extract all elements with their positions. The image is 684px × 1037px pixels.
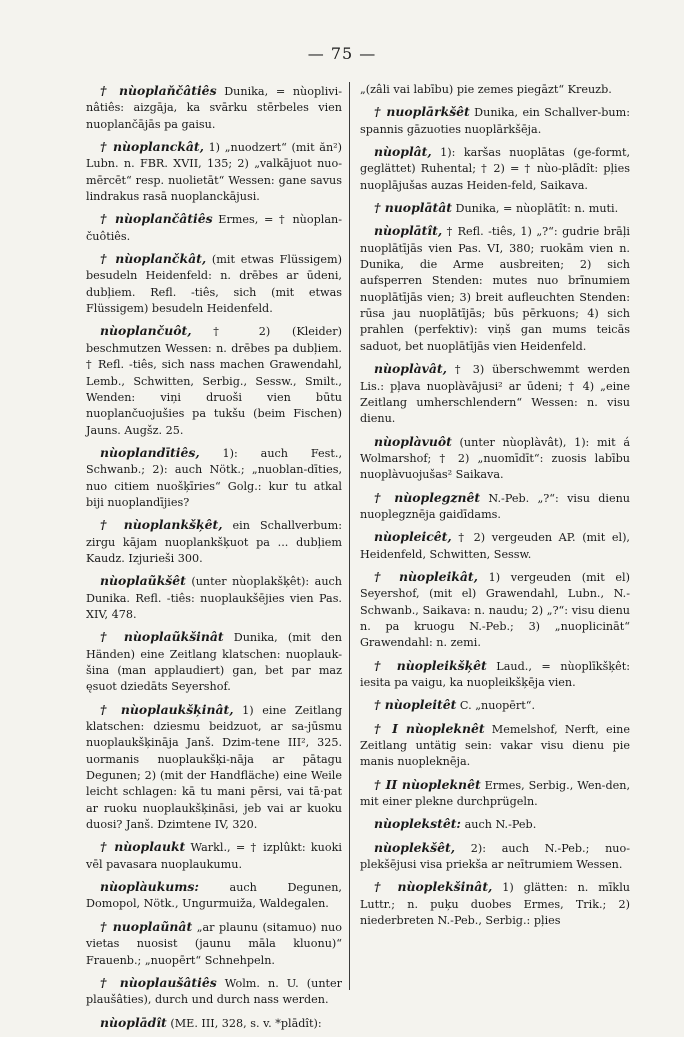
dictionary-entry xyxy=(360,568,630,652)
entry-text: „(zâli vai labību) pie zemes piegāzt“ Kreuzb. xyxy=(360,83,612,96)
entry-headword: nùoplàvuôt xyxy=(374,433,452,449)
dictionary-entry xyxy=(86,572,342,623)
entry-headword: † nuoplātât xyxy=(374,200,452,216)
entry-headword: † nùopleikšķêt xyxy=(374,657,487,673)
dictionary-entry xyxy=(86,1014,342,1032)
entry-text: Warkl., = † izplûkt: kuoki vēl pavasara nuoplaukumu. xyxy=(86,841,342,871)
left-column xyxy=(86,82,342,1037)
entry-text: Wolm. n. U. (unter plaušâties), durch und durch nass werden. xyxy=(86,976,342,1007)
entry-headword: nùoplātît, xyxy=(374,223,443,239)
right-column xyxy=(360,82,630,934)
entry-headword: † nùoplančkât, xyxy=(100,251,207,267)
entry-headword: † nùoplaňčâtiês xyxy=(100,83,217,98)
entry-headword: † nùopleikât, xyxy=(374,568,478,584)
entry-headword: nùoplandītiês, xyxy=(100,444,200,460)
entry-headword: † nùoplaukt xyxy=(100,839,186,855)
entry-headword: nùoplàukums: xyxy=(100,879,199,895)
entry-headword: nùoplekstêt: xyxy=(374,816,462,832)
entry-headword: † II nùopleknêt xyxy=(374,776,481,792)
entry-text: 1) glätten: n. mīklu Luttr.; n. puķu duobes Ermes, Trik.; 2) niederbreten N.-Peb., Serbig.: pļies xyxy=(360,881,630,928)
dictionary-entry xyxy=(360,696,630,714)
dictionary-entry xyxy=(86,918,342,969)
entry-text: Laud., = nùoplīkšķêt: iesita pa vaigu, ka nuopleikšķēja vien. xyxy=(360,659,630,689)
entry-headword: nùoplaũkšêt xyxy=(100,573,186,589)
dictionary-entry xyxy=(360,720,630,771)
dictionary-entry xyxy=(86,322,342,438)
entry-headword: † nuoplārkšêt xyxy=(374,104,470,120)
dictionary-entry xyxy=(360,199,630,217)
entry-headword: † nùoplančâtiês xyxy=(100,211,213,227)
entry-headword: † nùoplankšķêt, xyxy=(100,517,223,533)
entry-text: 1): karšas nuoplātas (ge-formt, geglättet) Ruhental; † 2) = † nùo-plādît: pļies nuoplājušas auzas Heiden-feld, Saikava. xyxy=(360,146,630,192)
entry-text: 1) vergeuden (mit el) Seyershof, (mit el) Grawendahl, Lubn., N.-Schwanb., Saikava: n. naudu; 2) „?“: visu dienu n. pa kruogu N.-Peb.; 3) „nuoplicināt“ Grawendahl: n. zemi. xyxy=(360,570,630,650)
dictionary-entry xyxy=(86,444,342,511)
entry-headword: nùoplādît xyxy=(100,1014,167,1030)
dictionary-entry xyxy=(86,878,342,913)
dictionary-entry xyxy=(360,82,630,98)
dictionary-entry xyxy=(86,82,342,133)
entry-text: Dunika, ein Schallver-bum: spannis gāzuoties nuoplārkšēja. xyxy=(360,106,631,136)
entry-headword: † I nùopleknêt xyxy=(374,720,485,736)
entry-headword: † nùoplekšinât, xyxy=(374,879,493,895)
dictionary-entry xyxy=(360,528,630,563)
page-number: — 75 — xyxy=(307,44,377,63)
entry-text: Memelshof, Nerft, eine Zeitlang untätig sein: vakar visu dienu pie manis nuopleknēja. xyxy=(360,722,630,769)
entry-text: Dunika, (mit den Händen) eine Zeitlang klatschen: nuoplauk-šina (man applaudiert) gan, bet par maz ęsuot dziedāts Seyershof. xyxy=(86,631,342,694)
entry-text: ein Schallverbum: zirgu kājam nuoplankšķuot pa ... dubļiem Kaudz. Izjurieši 300. xyxy=(86,519,342,565)
dictionary-entry xyxy=(86,974,342,1009)
dictionary-entry xyxy=(360,360,630,427)
dictionary-entry xyxy=(360,839,630,874)
dictionary-entry xyxy=(86,138,342,205)
dictionary-entry xyxy=(360,222,630,355)
entry-text: auch Degunen, Domopol, Nötk., Ungurmuiža, Waldegalen. xyxy=(86,881,342,911)
dictionary-entry xyxy=(360,103,630,138)
entry-headword: † nùoplaušâtiês xyxy=(100,974,217,990)
dictionary-entry xyxy=(86,838,342,873)
entry-text: (unter nùoplakšķêt): auch Dunika. Refl. -tiês: nuoplaukšējies vien Pas. XIV, 478. xyxy=(86,575,342,621)
dictionary-entry xyxy=(86,250,342,317)
dictionary-entry xyxy=(360,776,630,811)
entry-text: † 2) vergeuden AP. (mit el), Heidenfeld, Schwitten, Sessw. xyxy=(360,531,630,561)
dictionary-entry xyxy=(86,628,342,695)
entry-text: auch N.-Peb. xyxy=(461,818,537,832)
entry-headword: nùoplekšêt, xyxy=(374,839,456,855)
entry-text: (unter nùoplàvât), 1): mit á Wolmarshof; † 2) „nuomīdīt“: zuosis labību nuoplàvuojušas² Saikava. xyxy=(360,435,630,482)
entry-text: C. „nuopērt“. xyxy=(456,699,536,713)
dictionary-entry xyxy=(360,143,630,194)
entry-headword: † nùopleitêt xyxy=(374,697,457,713)
entry-text: † 2) (Kleider) beschmutzen Wessen: n. drēbes pa dubļiem. † Refl. -tiês, sich nass machen Grawendahl, Lemb., Schwitten, Serbig., Sessw., Smilt., Wenden: viņi druoši vien būtu nuoplančuojušies pa tukšu (beim Fischen) Jauns. Augšz. 25. xyxy=(86,325,342,437)
entry-text: Dunika, = nùoplivi-nâtiês: aizgāja, ka svārku stērbeles vien nuoplančājās pa gaisu. xyxy=(86,85,342,131)
entry-text: 1) eine Zeitlang klatschen: dziesmu beidzuot, ar sa-jūsmu nuoplaukšķināja Janš. Dzim-tene III², 325. uormanis nuoplaukšķi-nāja ar pātagu Degunen; 2) (mit der Handfläche) eine Weile leicht schlagen: kā tu mani pērsi, vai tā·pat ar ruoku nuoplaukšķināsi, jeb vai ar kuoku duosi? Janš. Dzimtene IV, 320. xyxy=(86,703,342,832)
entry-text: „ar plaunu (sitamuo) nuo vietas nuosist (jaunu māla kluonu)“ Frauenb.; „nuopērt“ Schnehpeln. xyxy=(86,920,342,967)
entry-text: 1) „nuodzert“ (mit ăn²) Lubn. n. FBR. XVII, 135; 2) „valkājuot nuo-mērcēt“ resp. nuolietāt“ Wessen: gane savus lindrakus rasā nuoplanckājusi. xyxy=(86,141,342,204)
entry-text: N.-Peb. „?“: visu dienu nuoplegznēja gaidīdams. xyxy=(360,491,630,521)
dictionary-entry xyxy=(360,657,630,692)
dictionary-entry xyxy=(360,878,630,929)
dictionary-entry xyxy=(360,433,630,484)
entry-headword: † nùoplaũkšinât xyxy=(100,629,224,645)
dictionary-entry xyxy=(86,210,342,245)
entry-text: (mit etwas Flüssigem) besudeln Heidenfeld: n. drēbes ar ūdeni, dubļiem. Refl. -tiês, sich (mit etwas Flüssigem) besudeln Heidenfeld. xyxy=(86,253,342,316)
entry-text: 1): auch Fest., Schwanb.; 2): auch Nötk.; „nuoblan-dīties, nuo citiem nuošķīries“ Golg.: kur tu atkal biji nuoplandījies? xyxy=(86,446,342,509)
entry-headword: nùoplât, xyxy=(374,144,432,160)
dictionary-entry xyxy=(86,516,342,567)
entry-text: 2): auch N.-Peb.; nuo-plekšējusi visa priekša ar neītrumiem Wessen. xyxy=(360,841,630,872)
entry-headword: nùoplančuôt, xyxy=(100,323,192,339)
entry-text: Ermes, = † nùoplan-čuôtiês. xyxy=(86,213,342,243)
dictionary-entry xyxy=(360,815,630,833)
entry-headword: † nùoplaukšķinât, xyxy=(100,701,234,717)
entry-headword: nùopleicêt, xyxy=(374,529,452,545)
entry-text: Dunika, = nùoplātît: n. muti. xyxy=(451,202,619,216)
column-divider xyxy=(349,82,350,990)
entry-headword: † nùoplanckât, xyxy=(100,139,204,155)
entry-headword: † nùoplegznêt xyxy=(374,489,481,505)
entry-headword: † nuoplaũnât xyxy=(100,918,193,934)
entry-text: † Refl. -tiês, 1) „?“: gudrie brāļi nuoplātījās vien Pas. VI, 380; ruokām vien n. Dunika, die Arme ausbreiten; 2) sich aufsperren Stenden: mutes nuo brīnumiem nuoplātījās vien; 3) breit aufleuchten Stenden: rūsa jau nuoplātījās; būs pērkuons; 4) sich prahlen (perfektiv): viņš gan mums teicās saduot, bet nuoplātījās vien Heidenfeld. xyxy=(360,225,630,353)
dictionary-entry xyxy=(360,489,630,524)
entry-headword: nùoplàvât, xyxy=(374,361,447,377)
entry-text: (ME. III, 328, s. v. *plādît): xyxy=(166,1016,322,1030)
dictionary-entry xyxy=(86,701,342,834)
entry-text: † 3) überschwemmt werden Lis.: pļava nuoplàvājusi² ar ūdeni; † 4) „eine Zeitlang umherschlendern“ Wessen: n. visu dienu. xyxy=(360,363,630,426)
entry-text: Ermes, Serbig., Wen-den, mit einer plekne durchprügeln. xyxy=(360,778,630,809)
